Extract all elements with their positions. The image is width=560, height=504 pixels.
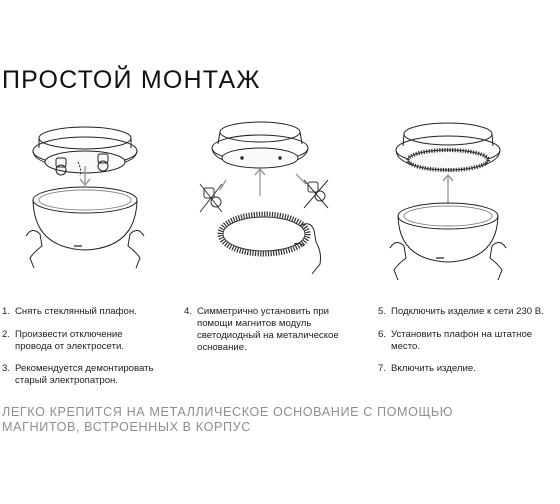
step-number: 7. (378, 363, 387, 374)
step-7 (378, 363, 560, 375)
step-text: Снять стеклянный плафон. (15, 306, 137, 317)
illustration-install-module (196, 118, 336, 298)
step-number: 1. (2, 306, 11, 317)
step-number: 5. (378, 306, 387, 317)
step-number: 6. (378, 328, 387, 340)
page-title: ПРОСТОЙ МОНТАЖ (2, 66, 261, 94)
steps-column-1 (2, 306, 170, 398)
step-6 (378, 329, 559, 353)
step-text: Произвести отключение провода от электросети. (15, 328, 124, 352)
step-text: Симметрично установить при помощи магнитов модуль светодиодный на металическое основание. (197, 306, 339, 353)
step-text: Подключить изделие к сети 230 В. (391, 306, 544, 317)
step-number: 2. (2, 328, 11, 340)
step-text: Установить плафон на штатное место. (391, 328, 533, 352)
step-number: 3. (2, 363, 11, 374)
step-1 (2, 306, 170, 318)
step-4 (184, 306, 344, 354)
step-3 (2, 363, 170, 387)
steps-column-3 (378, 306, 560, 386)
step-text: Рекомендуется демонтировать старый электропатрон. (15, 363, 154, 386)
illustration-refit-shade (386, 118, 516, 298)
illustration-remove-shade (20, 118, 150, 298)
step-2 (2, 329, 145, 353)
steps-column-2 (184, 306, 344, 365)
mounting-note: ЛЕГКО КРЕПИТСЯ НА МЕТАЛЛИЧЕСКОЕ ОСНОВАНИЕ С ПОМОЩЬЮ МАГНИТОВ, ВСТРОЕННЫХ В КОРПУС (2, 405, 454, 434)
step-5 (378, 306, 560, 318)
step-text: Включить изделие. (391, 363, 476, 374)
step-number: 4. (184, 306, 193, 317)
